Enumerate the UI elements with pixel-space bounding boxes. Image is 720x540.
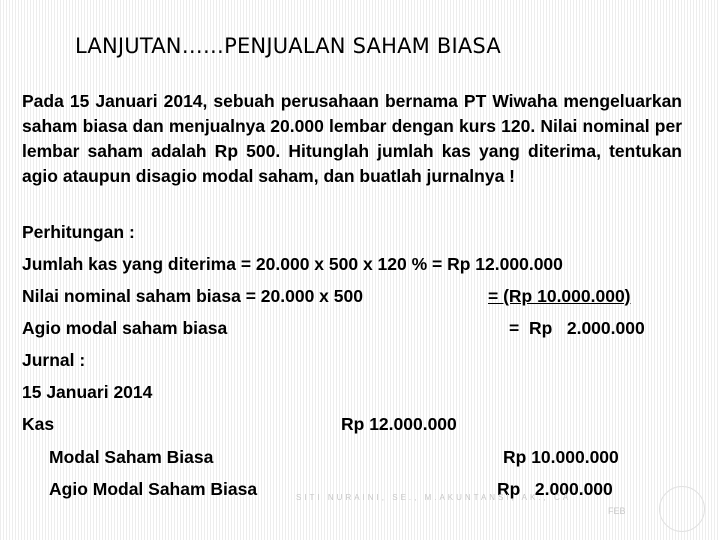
journal-account-modal: Modal Saham Biasa (49, 447, 214, 467)
agio-value: = Rp 2.000.000 (509, 318, 645, 338)
page-title: LANJUTAN……PENJUALAN SAHAM BIASA (75, 34, 501, 58)
journal-account-agio: Agio Modal Saham Biasa (49, 479, 258, 499)
journal-amount-modal: Rp 10.000.000 (503, 447, 619, 467)
page-number: FEB (608, 506, 626, 516)
journal-account-kas: Kas (22, 414, 55, 434)
journal-amount-agio: Rp 2.000.000 (497, 479, 613, 499)
jurnal-heading: Jurnal : (22, 350, 86, 370)
nominal-value: = (Rp 10.000.000) (488, 286, 631, 306)
kas-calculation: Jumlah kas yang diterima = 20.000 x 500 x 120 % = Rp 12.000.000 (22, 254, 563, 274)
agio-label: Agio modal saham biasa (22, 318, 228, 338)
problem-paragraph: Pada 15 Januari 2014, sebuah perusahaan bernama PT Wiwaha mengeluarkan saham biasa dan menjualnya 20.000 lembar dengan kurs 120. Nilai nominal per lembar saham adalah Rp 500. Hitunglah jumlah kas yang diterima, tentukan agio ataupun disagio modal saham, dan buatlah jurnalnya ! (22, 91, 682, 186)
jurnal-date: 15 Januari 2014 (22, 382, 153, 402)
footer-watermark: SITI NURAINI, SE., M.AKUNTANSI, AK., CA (296, 493, 572, 502)
perhitungan-heading: Perhitungan : (22, 222, 135, 242)
footer-circle-decoration (659, 486, 705, 532)
journal-amount-kas: Rp 12.000.000 (341, 414, 457, 434)
nominal-label: Nilai nominal saham biasa = 20.000 x 500 (22, 286, 363, 306)
